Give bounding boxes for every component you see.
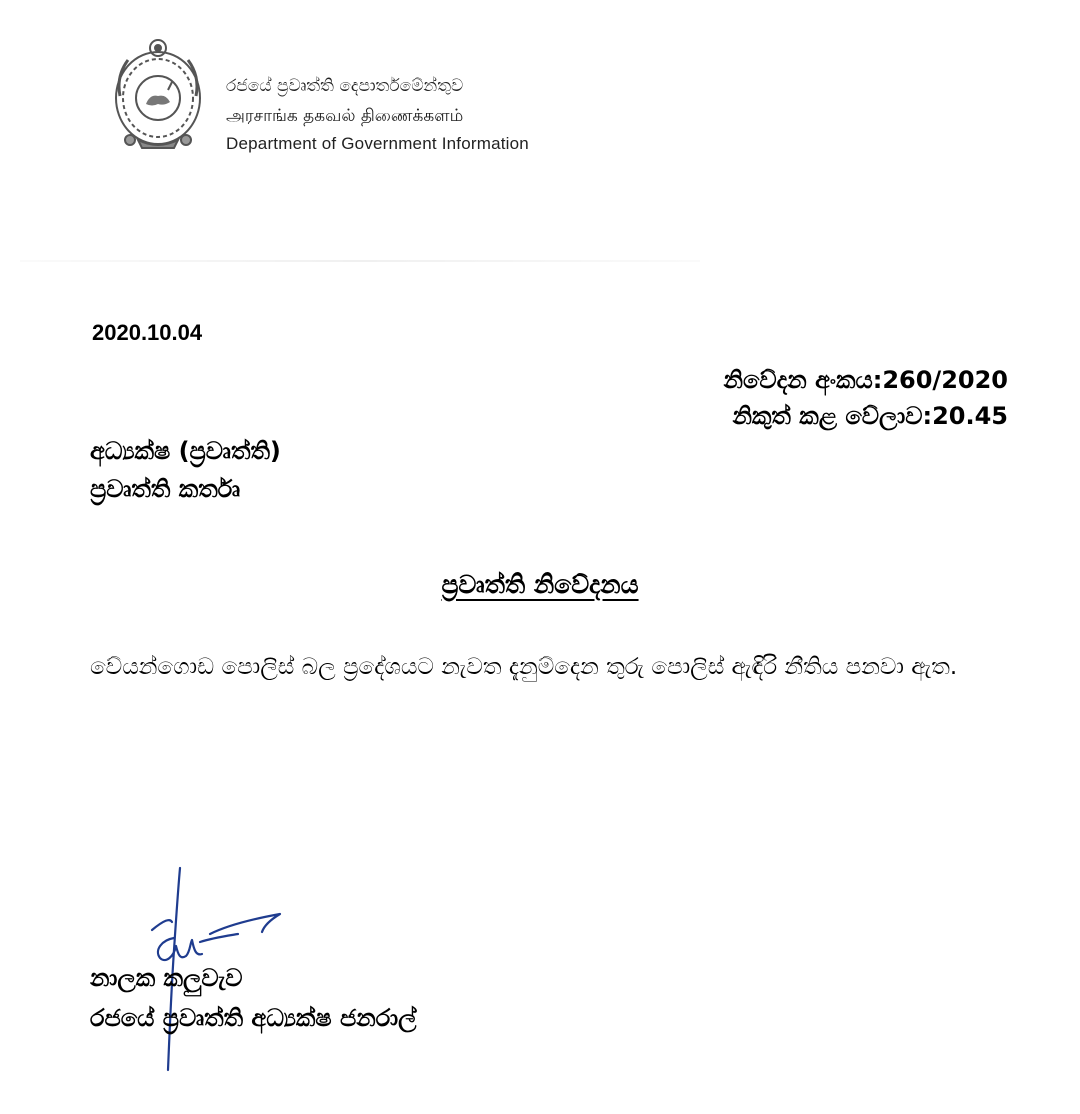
- body-paragraph: වේයන්ගොඩ පොලිස් බල ප්‍රදේශයට නැවත දැනුම්දෙන තුරු පොලිස් ඇඳිරි නීතිය පනවා ඇත.: [90, 654, 958, 680]
- letterhead: [108, 36, 588, 156]
- document-heading: ප්‍රවෘත්ති නිවේදනය: [441, 570, 639, 599]
- issuer-block: [90, 432, 281, 508]
- letterhead-name-tamil: அரசாங்க தகவல் திணைக்களம்: [226, 106, 464, 126]
- issuer-line-1: අධ්‍යක්ෂ (ප්‍රවෘත්ති): [90, 437, 281, 465]
- letterhead-name-english: Department of Government Information: [226, 134, 529, 153]
- signatory-title: රජයේ ප්‍රවෘත්ති අධ්‍යක්ෂ ජනරාල්: [90, 1004, 417, 1032]
- national-emblem-icon: [108, 36, 208, 154]
- signatory-name: නාලක කලුවැව: [90, 964, 243, 992]
- letterhead-name-sinhala: රජයේ ප්‍රවෘත්ති දෙපාර්තමේන්තුව: [226, 76, 464, 96]
- release-time: නිකුත් කළ වේලාව:20.45: [732, 402, 1008, 430]
- release-number: නිවේදන අංකය:260/2020: [723, 366, 1008, 394]
- issuer-line-2: ප්‍රවෘත්ති කර්තෘ: [90, 475, 241, 503]
- document-heading-wrapper: [0, 570, 1080, 600]
- signatory-block: [90, 958, 416, 1038]
- release-reference: [724, 362, 1008, 434]
- scan-artifact-line: [20, 260, 700, 262]
- release-date: 2020.10.04: [92, 320, 203, 345]
